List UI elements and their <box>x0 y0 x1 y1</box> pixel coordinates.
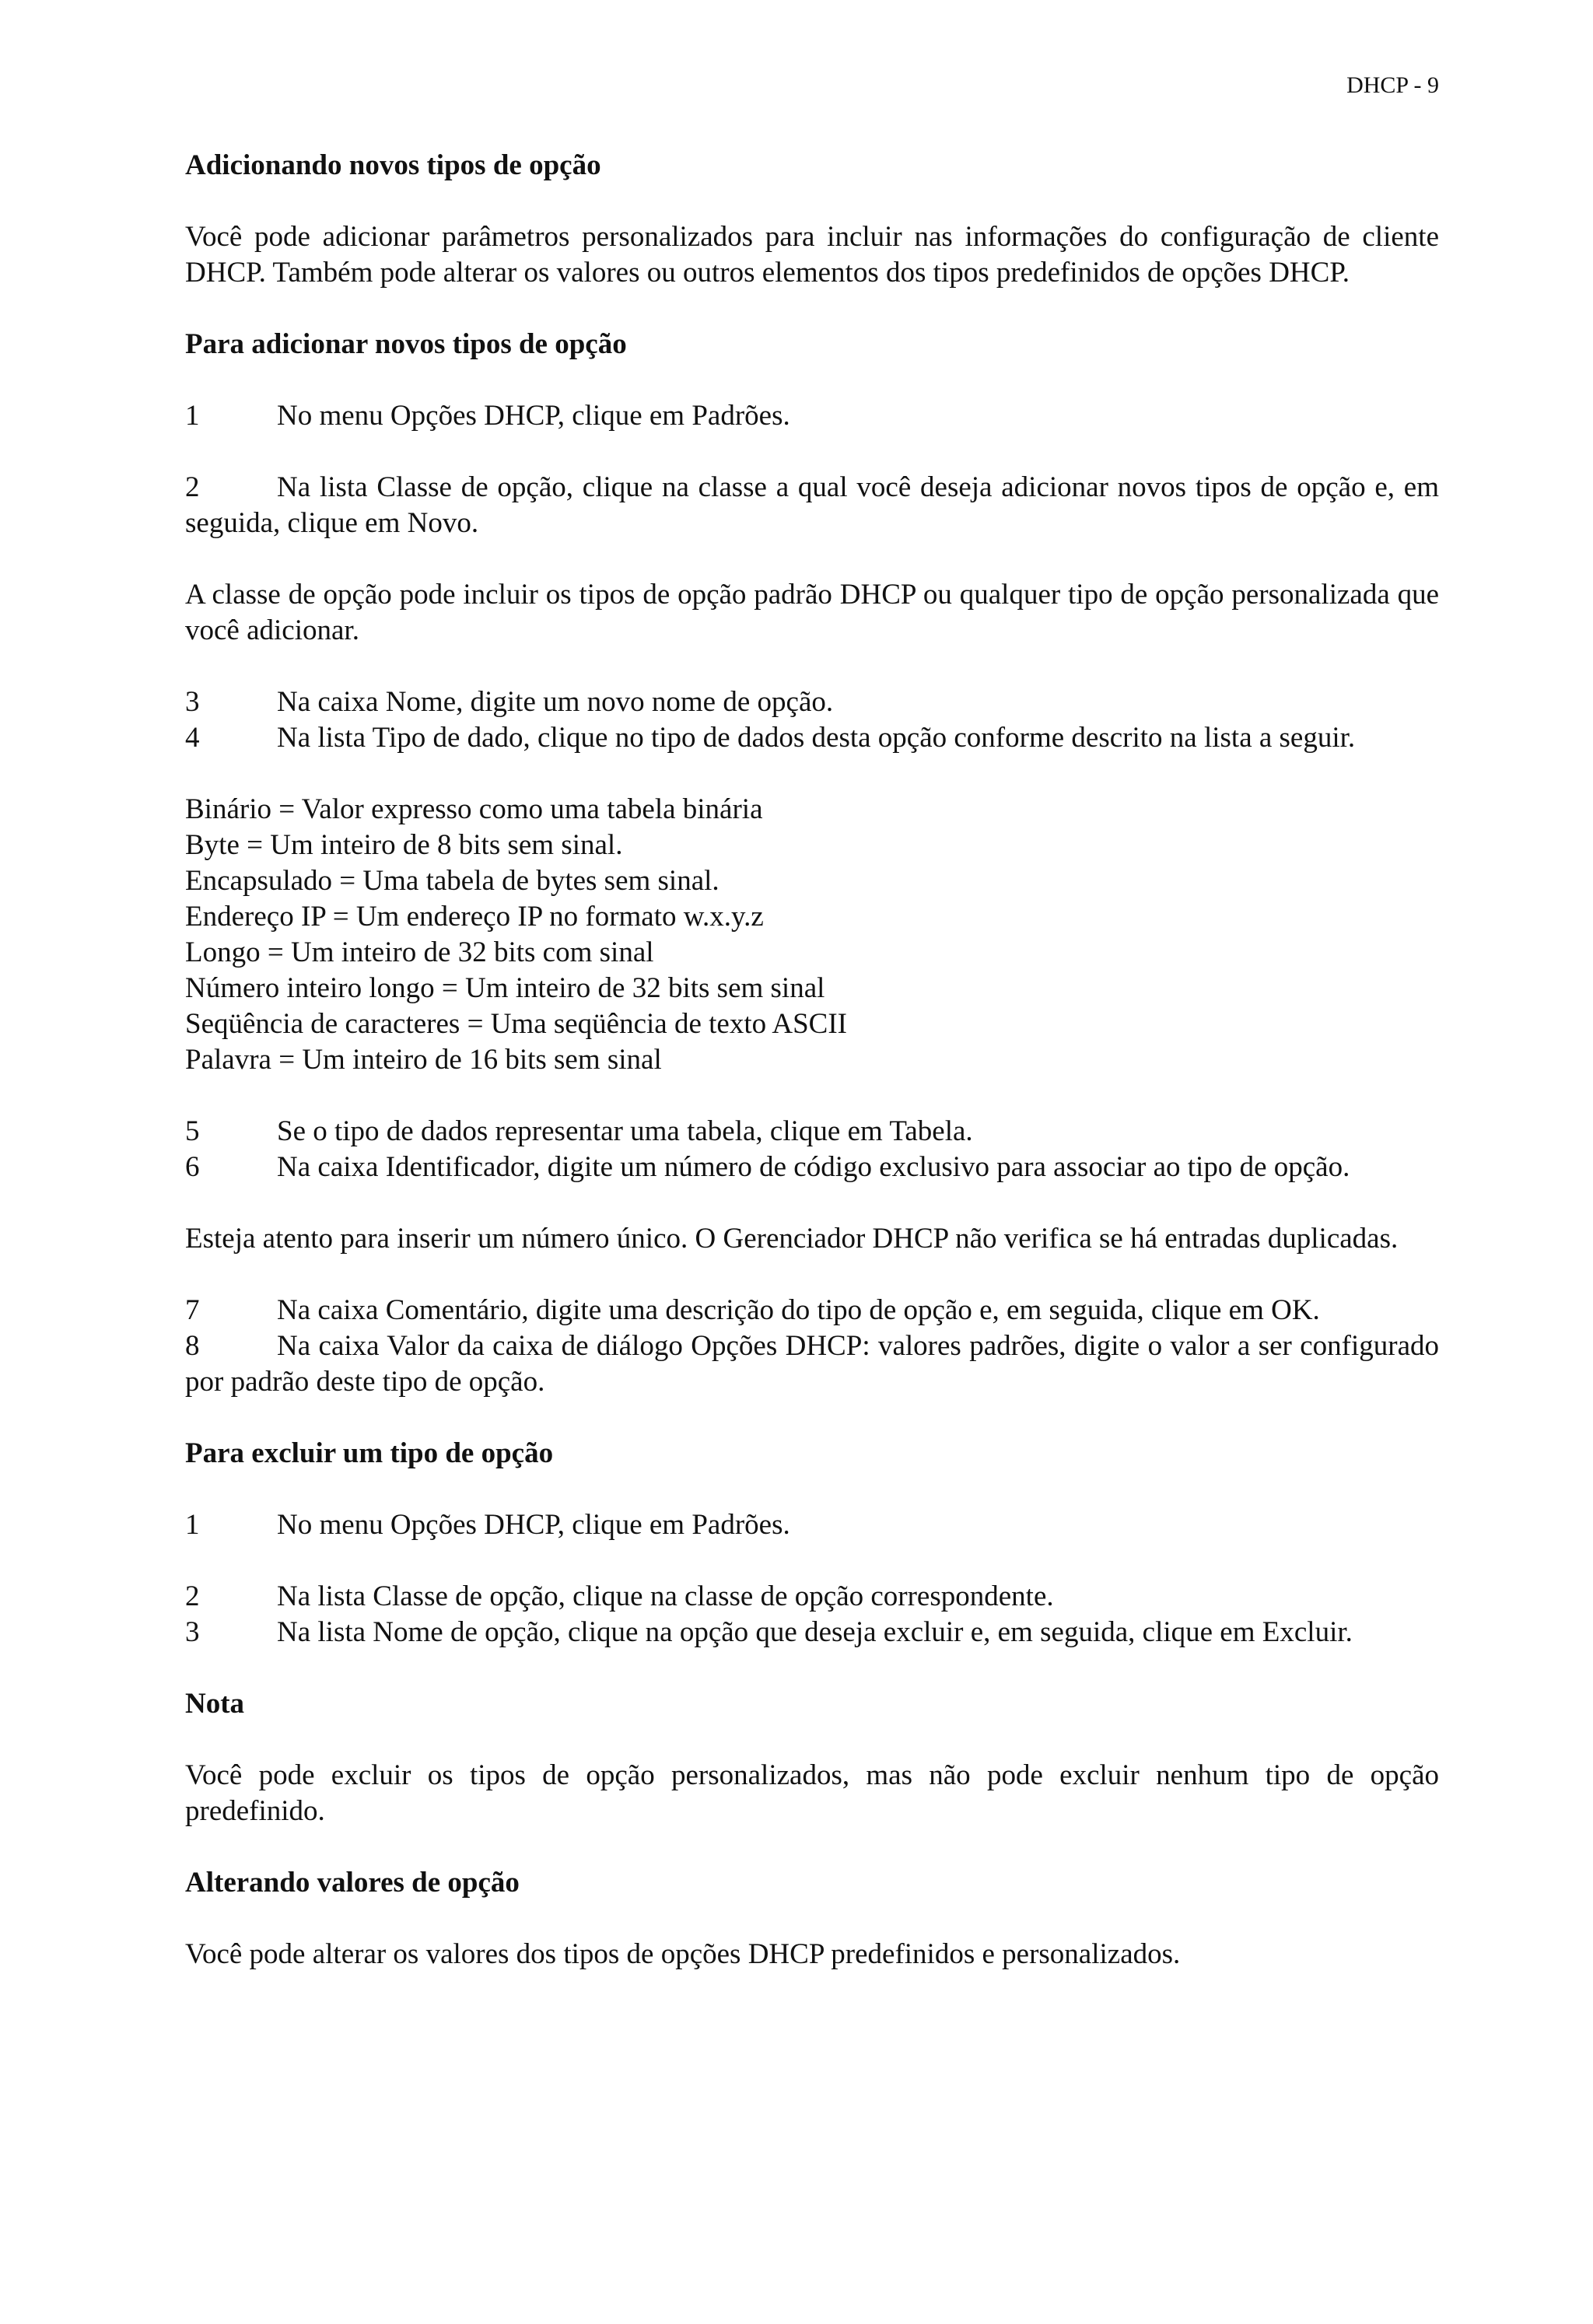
section-title-add-option-types: Adicionando novos tipos de opção <box>185 149 601 181</box>
step-text: Na caixa Nome, digite um novo nome de opção. <box>277 686 834 718</box>
add-step-8 <box>185 1328 1439 1400</box>
step-text: Na caixa Comentário, digite uma descrição do tipo de opção e, em seguida, clique em OK. <box>277 1294 1320 1326</box>
step-number: 2 <box>185 471 200 503</box>
step-text: Na lista Tipo de dado, clique no tipo de dados desta opção conforme descrito na lista a seguir. <box>277 722 1356 754</box>
note-title: Nota <box>185 1688 245 1720</box>
step-number: 2 <box>185 1580 200 1612</box>
note-text: Você pode excluir os tipos de opção personalizados, mas não pode excluir nenhum tipo de opção predefinido. <box>185 1759 1439 1827</box>
step-number: 7 <box>185 1294 200 1326</box>
step-number: 5 <box>185 1115 200 1147</box>
step-number: 3 <box>185 686 200 718</box>
page-content <box>185 148 1439 1972</box>
step-text: Na caixa Identificador, digite um número de código exclusivo para associar ao tipo de opção. <box>277 1151 1350 1183</box>
unique-number-note: Esteja atento para inserir um número único. O Gerenciador DHCP não verifica se há entradas duplicadas. <box>185 1223 1399 1255</box>
page-header: DHCP - 9 <box>1346 72 1439 98</box>
add-step-4 <box>185 720 1439 756</box>
section-intro-paragraph: Você pode adicionar parâmetros personalizados para incluir nas informações do configuração de cliente DHCP. Também pode alterar os valores ou outros elementos dos tipos predefinidos de opções DHCP. <box>185 221 1439 289</box>
procedure-title-delete: Para excluir um tipo de opção <box>185 1437 554 1469</box>
change-values-paragraph: Você pode alterar os valores dos tipos de opções DHCP predefinidos e personalizados. <box>185 1938 1181 1970</box>
data-type-list <box>185 792 1439 1078</box>
step-text: Na lista Classe de opção, clique na classe a qual você deseja adicionar novos tipos de opção e, em seguida, clique em Novo. <box>185 471 1439 539</box>
data-type-item: Byte = Um inteiro de 8 bits sem sinal. <box>185 829 623 861</box>
delete-step-1 <box>185 1507 1439 1543</box>
step-number: 3 <box>185 1616 200 1648</box>
procedure-title-add: Para adicionar novos tipos de opção <box>185 328 627 360</box>
step-text: No menu Opções DHCP, clique em Padrões. <box>277 1509 790 1541</box>
add-step-1 <box>185 398 1439 434</box>
step-number: 6 <box>185 1151 200 1183</box>
step-text: Se o tipo de dados representar uma tabela, clique em Tabela. <box>277 1115 973 1147</box>
section-title-change-values: Alterando valores de opção <box>185 1867 520 1899</box>
add-step-5 <box>185 1114 1439 1150</box>
option-class-note: A classe de opção pode incluir os tipos de opção padrão DHCP ou qualquer tipo de opção personalizada que você adicionar. <box>185 579 1439 646</box>
data-type-item: Número inteiro longo = Um inteiro de 32 bits sem sinal <box>185 972 825 1004</box>
data-type-item: Longo = Um inteiro de 32 bits com sinal <box>185 936 654 968</box>
step-number: 4 <box>185 722 200 754</box>
add-step-3 <box>185 684 1439 720</box>
delete-step-3 <box>185 1615 1439 1650</box>
step-number: 1 <box>185 400 200 432</box>
step-text: No menu Opções DHCP, clique em Padrões. <box>277 400 790 432</box>
step-number: 1 <box>185 1509 200 1541</box>
add-step-6 <box>185 1150 1439 1185</box>
delete-step-2 <box>185 1579 1439 1615</box>
data-type-item: Encapsulado = Uma tabela de bytes sem sinal. <box>185 865 719 897</box>
data-type-item: Seqüência de caracteres = Uma seqüência de texto ASCII <box>185 1008 847 1040</box>
step-text: Na caixa Valor da caixa de diálogo Opções DHCP: valores padrões, digite o valor a ser configurado por padrão deste tipo de opção. <box>185 1330 1439 1398</box>
step-text: Na lista Nome de opção, clique na opção que deseja excluir e, em seguida, clique em Excluir. <box>277 1616 1353 1648</box>
step-number: 8 <box>185 1330 200 1362</box>
add-step-2 <box>185 470 1439 541</box>
data-type-item: Binário = Valor expresso como uma tabela binária <box>185 793 763 825</box>
data-type-item: Endereço IP = Um endereço IP no formato w.x.y.z <box>185 901 764 933</box>
data-type-item: Palavra = Um inteiro de 16 bits sem sinal <box>185 1044 662 1076</box>
add-step-7 <box>185 1293 1439 1328</box>
step-text: Na lista Classe de opção, clique na classe de opção correspondente. <box>277 1580 1054 1612</box>
